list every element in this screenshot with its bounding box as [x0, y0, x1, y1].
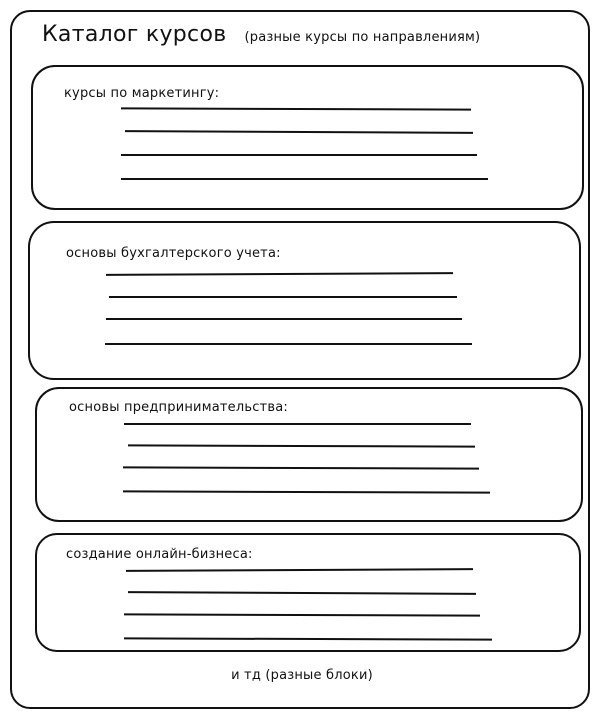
course-block-label: создание онлайн-бизнеса: — [66, 547, 253, 562]
page-title: Каталог курсов — [42, 22, 227, 47]
course-block-label: основы бухгалтерского учета: — [66, 246, 281, 261]
header — [42, 22, 480, 47]
course-block-label: курсы по маркетингу: — [64, 86, 220, 101]
course-block-label: основы предпринимательства: — [69, 400, 288, 415]
footer-note: и тд (разные блоки) — [231, 668, 373, 683]
placeholder-line — [105, 343, 472, 345]
placeholder-line — [121, 154, 477, 156]
placeholder-line — [109, 296, 457, 298]
page-subtitle: (разные курсы по направлениям) — [244, 30, 481, 45]
placeholder-line — [106, 318, 462, 320]
placeholder-line — [121, 178, 488, 180]
course-block-accounting — [28, 221, 581, 380]
placeholder-line — [124, 423, 471, 425]
